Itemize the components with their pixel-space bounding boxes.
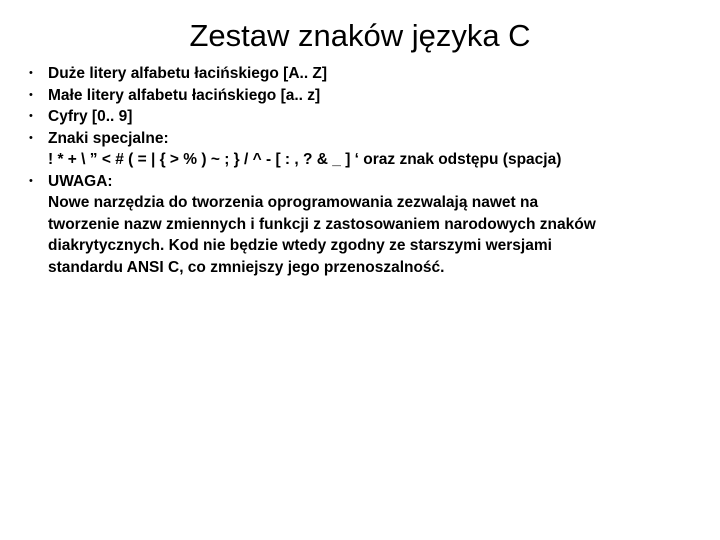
- bullet-icon: •: [29, 174, 33, 187]
- bullet-icon: •: [29, 88, 33, 101]
- warning-text-line: standardu ANSI C, co zmniejszy jego przenoszalność.: [48, 258, 445, 276]
- warning-text-line: diakrytycznych. Kod nie będzie wtedy zgodny ze starszymi wersjami: [48, 237, 552, 254]
- list-item-uppercase: [20, 63, 710, 85]
- list-item-lowercase: [20, 85, 710, 107]
- warning-heading: UWAGA:: [48, 172, 113, 190]
- bullet-icon: •: [29, 131, 33, 144]
- item-text: Małe litery alfabetu łacińskiego [a.. z]: [48, 86, 321, 104]
- special-chars-text: ! * + \ ” < # ( = | { > % ) ~ ; } / ^ - [ : , ? & _ ] ‘ oraz znak odstępu (spacja): [48, 151, 562, 168]
- item-text: Cyfry [0.. 9]: [48, 108, 133, 125]
- list-item-digits: [20, 106, 710, 128]
- warning-text-line: Nowe narzędzia do tworzenia oprogramowania zezwalają nawet na: [48, 194, 539, 211]
- warning-text-line: tworzenie nazw zmiennych i funkcji z zastosowaniem narodowych znaków: [48, 215, 596, 233]
- item-text: Duże litery alfabetu łacińskiego [A.. Z]: [48, 65, 328, 82]
- bullet-icon: •: [29, 67, 33, 79]
- slide-title: Zestaw znaków języka C: [189, 18, 531, 53]
- list-item-special-chars: [20, 128, 710, 171]
- bullet-list: [20, 63, 710, 278]
- item-heading: Znaki specjalne:: [48, 129, 169, 147]
- bullet-icon: •: [29, 110, 33, 122]
- list-item-warning: [20, 171, 710, 279]
